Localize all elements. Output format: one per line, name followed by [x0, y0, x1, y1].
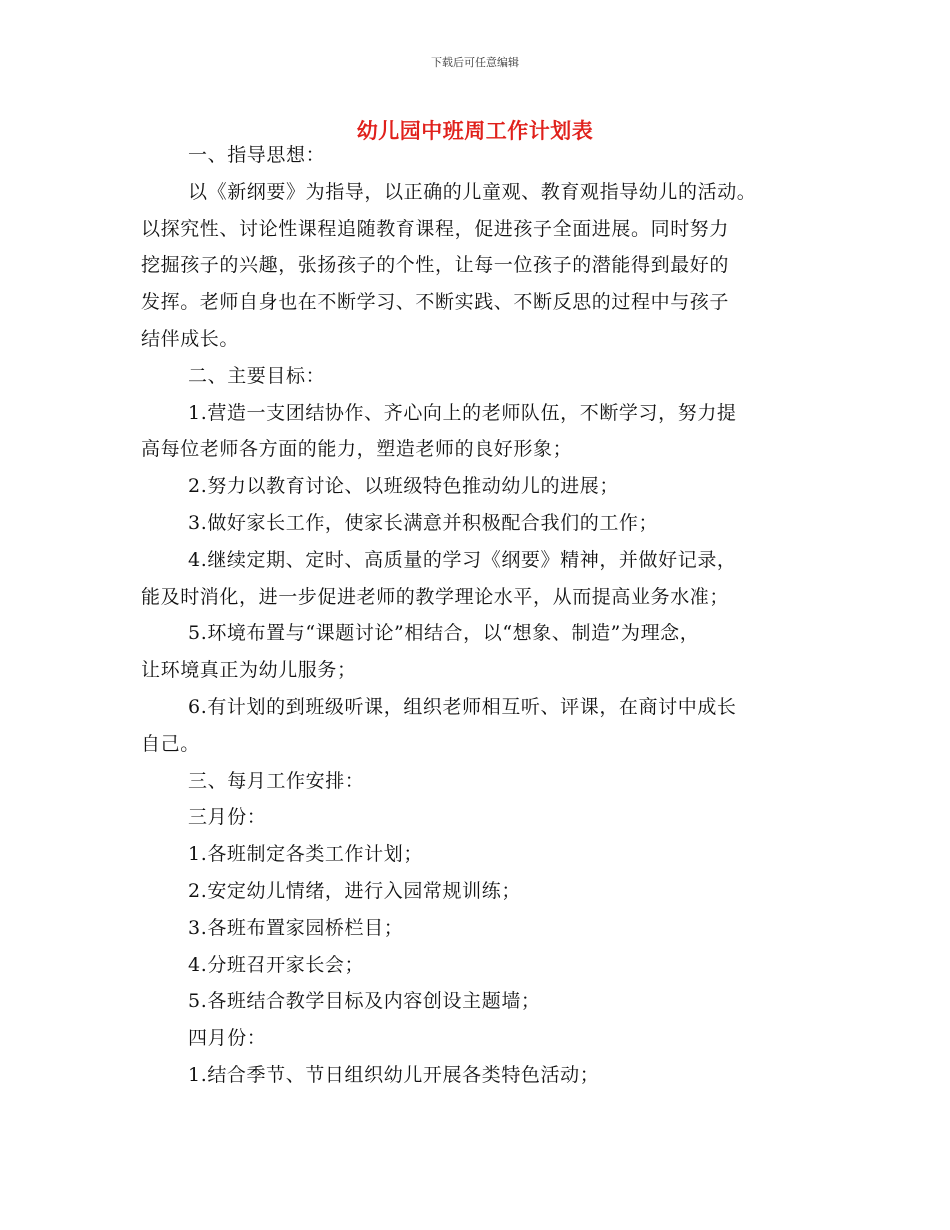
- body-line: 3.做好家长工作，使家长满意并积极配合我们的工作；: [188, 511, 659, 534]
- body-line: 以《新纲要》为指导，以正确的儿童观、教育观指导幼儿的活动。: [188, 180, 757, 203]
- body-line: 2.安定幼儿情绪，进行入园常规训练；: [188, 879, 521, 902]
- body-line: 三月份：: [188, 806, 267, 829]
- body-line: 4.分班召开家长会；: [188, 953, 365, 976]
- body-line: 1.营造一支团结协作、齐心向上的老师队伍，不断学习，努力提: [188, 401, 737, 424]
- body-line: 4.继续定期、定时、高质量的学习《纲要》精神，并做好记录，: [188, 548, 737, 571]
- body-line: 三、每月工作安排：: [188, 769, 365, 792]
- body-line: 能及时消化，进一步促进老师的教学理论水平，从而提高业务水准；: [141, 585, 730, 608]
- body-line: 3.各班布置家园桥栏目；: [188, 916, 404, 939]
- body-line: 5.环境布置与“课题讨论”相结合，以“想象、制造”为理念，: [188, 622, 700, 645]
- body-line: 结伴成长。: [141, 327, 240, 350]
- body-line: 四月份：: [188, 1027, 267, 1050]
- body-line: 1.各班制定各类工作计划；: [188, 843, 423, 866]
- body-line: 让环境真正为幼儿服务；: [141, 659, 357, 682]
- body-line: 以探究性、讨论性课程追随教育课程，促进孩子全面进展。同时努力: [141, 217, 730, 240]
- body-line: 6.有计划的到班级听课，组织老师相互听、评课，在商讨中成长: [188, 695, 737, 718]
- body-line: 1.结合季节、节日组织幼儿开展各类特色活动；: [188, 1063, 600, 1086]
- body-line: 5.各班结合教学目标及内容创设主题墙；: [188, 990, 541, 1013]
- body-line: 一、指导思想：: [188, 144, 326, 166]
- body-line: 发挥。老师自身也在不断学习、不断实践、不断反思的过程中与孩子: [141, 291, 730, 314]
- document-body: [141, 137, 816, 1094]
- body-line: 挖掘孩子的兴趣，张扬孩子的个性，让每一位孩子的潜能得到最好的: [141, 254, 730, 277]
- body-line: 高每位老师各方面的能力，塑造老师的良好形象；: [141, 438, 573, 461]
- body-line: 二、主要目标：: [188, 364, 326, 387]
- body-line: 2.努力以教育讨论、以班级特色推动幼儿的进展；: [188, 475, 619, 498]
- page-header: 下载后可任意编辑: [431, 56, 519, 69]
- document-title: 幼儿园中班周工作计划表: [356, 119, 594, 143]
- body-line: 自己。: [141, 732, 200, 755]
